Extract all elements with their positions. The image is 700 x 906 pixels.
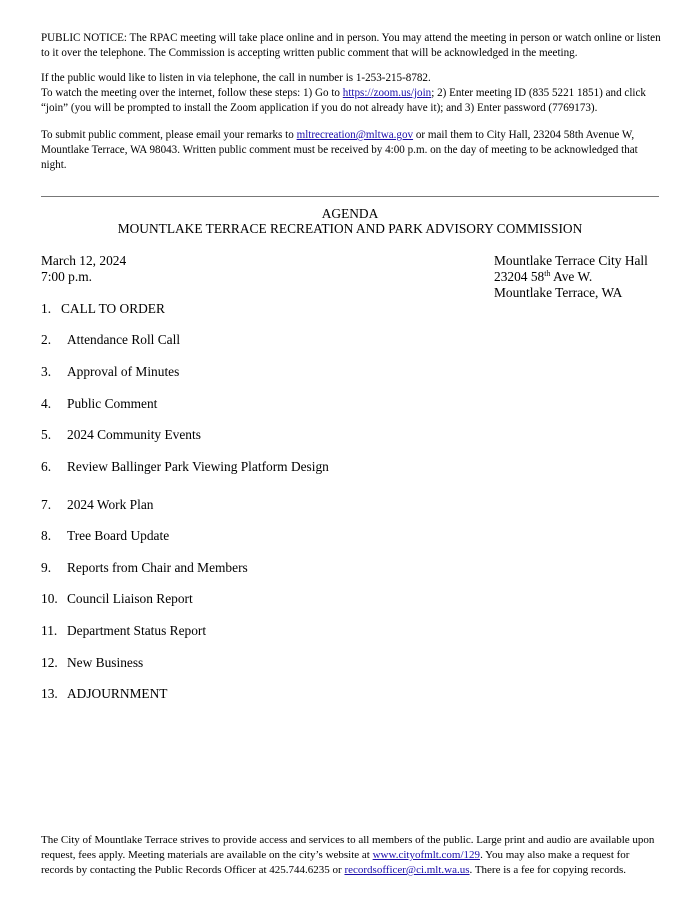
footer-text-middle: . You may also make a request for records by contacting the Public Records Officer at 425.744.6235 or xyxy=(41,849,630,876)
footer-text-after: . There is a fee for copying records. xyxy=(469,864,627,876)
meeting-date: March 12, 2024 xyxy=(41,253,127,268)
commission-title: MOUNTLAKE TERRACE RECREATION AND PARK ADVISORY COMMISSION xyxy=(117,221,583,236)
agenda-item xyxy=(41,528,169,544)
street-ordinal: th xyxy=(544,269,551,278)
item-number: 10. xyxy=(41,591,58,606)
location-name: Mountlake Terrace City Hall xyxy=(494,253,648,268)
footer-text-before: The City of Mountlake Terrace strives to provide access and services to all members of the public. Large print and audio are available upon request, fees apply. Meeting materials are available on the city’s website at xyxy=(41,834,655,861)
comment-text-after: or mail them to City Hall, 23204 58th Avenue W, Mountlake Terrace, WA 98043. Written public comment must be received by 4:00 p.m. on the day of meeting to be acknowledged that night. xyxy=(41,129,638,171)
phone-text: If the public would like to listen in via telephone, the call in number is 1-253-215-8782. xyxy=(41,72,431,84)
item-number: 7. xyxy=(41,497,52,512)
item-number: 11. xyxy=(41,623,58,638)
item-number: 13. xyxy=(41,686,58,701)
item-number: 9. xyxy=(41,560,52,575)
agenda-item xyxy=(41,364,179,380)
telephone-instructions xyxy=(41,71,661,116)
city-website-link[interactable]: www.cityofmlt.com/129 xyxy=(372,849,481,861)
public-notice-text: PUBLIC NOTICE: The RPAC meeting will take place online and in person. You may attend the meeting in person or watch online or listen to it over the telephone. The Commission is accepting written public comment that will be acknowledged in the meeting. xyxy=(41,32,661,59)
item-number: 4. xyxy=(41,396,52,411)
item-label: 2024 Work Plan xyxy=(67,497,154,512)
agenda-item xyxy=(41,591,193,607)
internet-instructions xyxy=(41,86,661,116)
item-number: 3. xyxy=(41,364,52,379)
item-label: CALL TO ORDER xyxy=(61,301,165,316)
item-number: 2. xyxy=(41,332,52,347)
item-number: 6. xyxy=(41,459,52,474)
item-label: Council Liaison Report xyxy=(67,591,193,606)
agenda-item xyxy=(41,655,143,671)
agenda-item xyxy=(41,623,206,639)
comment-text-before: To submit public comment, please email your remarks to xyxy=(41,129,297,141)
item-number: 1. xyxy=(41,301,52,316)
agenda-item xyxy=(41,332,180,348)
section-divider xyxy=(41,196,659,197)
item-number: 12. xyxy=(41,655,58,670)
street-name: Ave W. xyxy=(550,269,593,284)
item-label: Reports from Chair and Members xyxy=(67,560,248,575)
agenda-item xyxy=(41,497,153,513)
comment-email-link[interactable]: mltrecreation@mltwa.gov xyxy=(296,129,414,141)
internet-text-after: ; 2) Enter meeting ID (835 5221 1851) and click “join” (you will be prompted to install the Zoom application if you do not already have it); and 3) Enter password (7769173). xyxy=(41,87,646,114)
location-street xyxy=(494,269,592,285)
item-label: Public Comment xyxy=(67,396,158,411)
agenda-item xyxy=(41,396,157,412)
public-comment-instructions xyxy=(41,128,661,173)
item-label: Tree Board Update xyxy=(67,528,170,543)
meeting-time: 7:00 p.m. xyxy=(41,269,92,284)
item-label: Review Ballinger Park Viewing Platform Design xyxy=(67,459,329,474)
public-notice xyxy=(41,31,661,61)
agenda-item xyxy=(41,560,248,576)
agenda-title: AGENDA xyxy=(321,206,379,221)
accessibility-footer xyxy=(41,833,663,878)
records-email-link[interactable]: recordsofficer@ci.mlt.wa.us xyxy=(344,864,470,876)
agenda-item xyxy=(41,686,167,702)
item-label: 2024 Community Events xyxy=(67,427,201,442)
item-label: ADJOURNMENT xyxy=(67,686,168,701)
location-city: Mountlake Terrace, WA xyxy=(494,285,623,300)
item-number: 8. xyxy=(41,528,52,543)
item-label: Attendance Roll Call xyxy=(67,332,181,347)
agenda-item xyxy=(41,427,201,443)
street-number: 23204 58 xyxy=(494,269,545,284)
zoom-join-link[interactable]: https://zoom.us/join xyxy=(342,87,432,99)
agenda-item xyxy=(41,459,329,475)
agenda-item xyxy=(41,301,165,317)
item-number: 5. xyxy=(41,427,52,442)
item-label: Department Status Report xyxy=(67,623,207,638)
internet-text-before: To watch the meeting over the internet, follow these steps: 1) Go to xyxy=(41,87,343,99)
item-label: New Business xyxy=(67,655,144,670)
item-label: Approval of Minutes xyxy=(67,364,180,379)
